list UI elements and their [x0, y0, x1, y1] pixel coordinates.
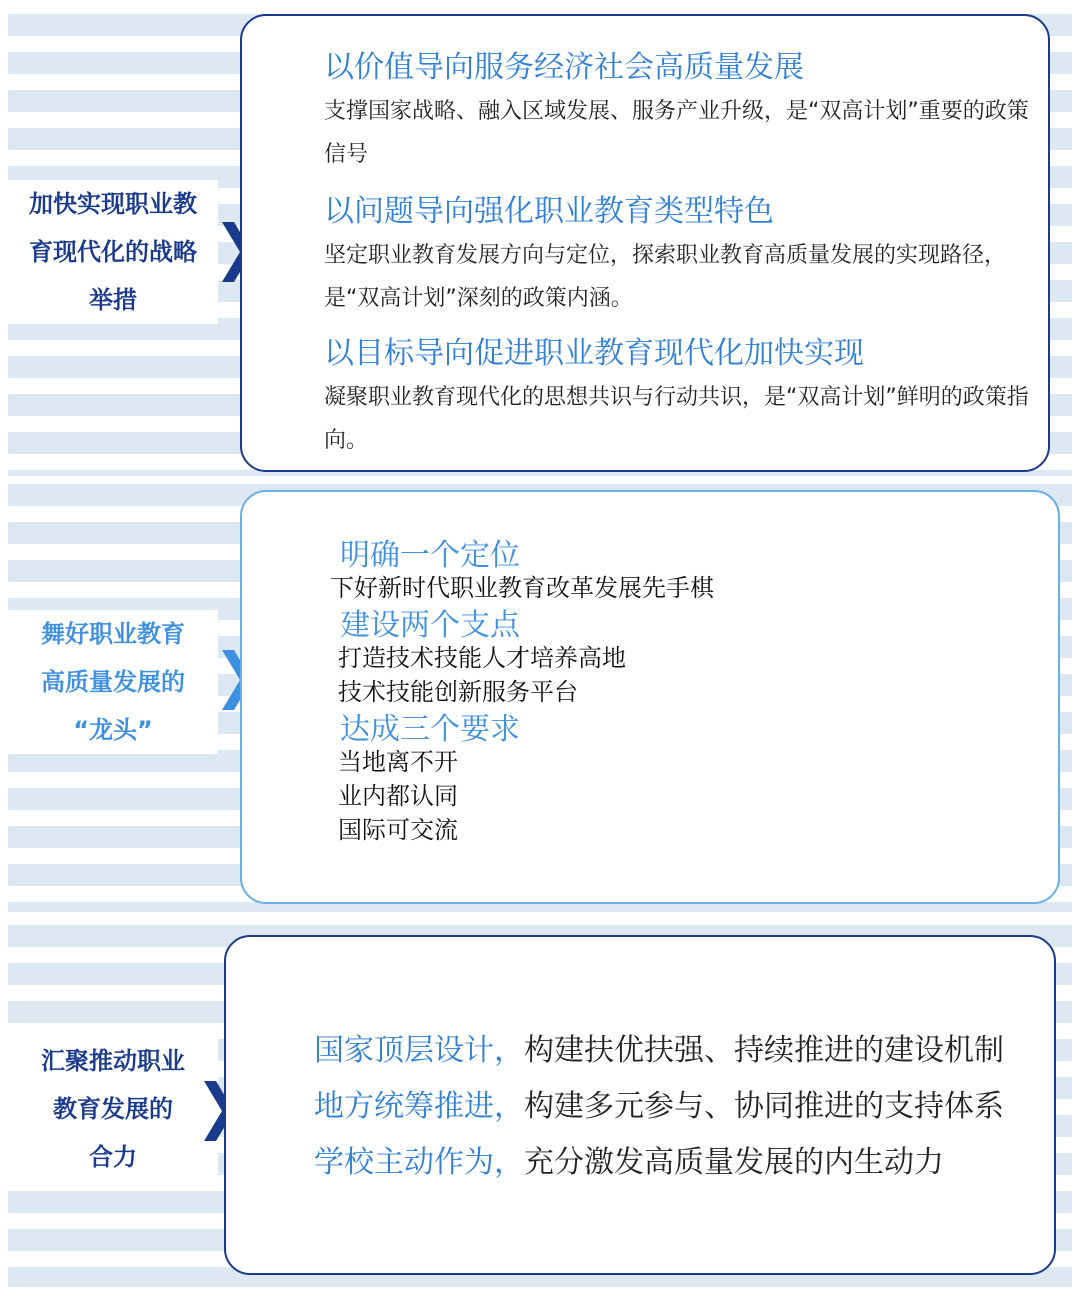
section-label-line: 育现代化的战略: [29, 238, 197, 266]
support-item: [314, 1081, 1004, 1125]
support-item-text: 构建多元参与、协同推进的支持体系: [524, 1089, 1004, 1124]
group-title: 明确一个定位: [340, 538, 520, 573]
group-line: 当地离不开: [338, 748, 458, 776]
section-label-line: 教育发展的: [53, 1095, 173, 1123]
group-title: 达成三个要求: [340, 712, 520, 747]
section-joint-force: [8, 925, 1072, 1287]
section-label-line: 合力: [89, 1143, 137, 1171]
support-item: [314, 1025, 1004, 1069]
section-label-line: 高质量发展的: [41, 668, 185, 696]
section-label: [8, 180, 218, 324]
group-line: 下好新时代职业教育改革发展先手棋: [330, 574, 714, 602]
section-label-line: 举措: [89, 286, 137, 314]
content-card: [240, 14, 1050, 472]
support-item-lead: 国家顶层设计，: [314, 1033, 524, 1068]
support-item-lead: 学校主动作为，: [314, 1145, 524, 1180]
support-item-lead: 地方统筹推进，: [314, 1089, 524, 1124]
group-line: 国际可交流: [338, 816, 458, 844]
support-item-text: 充分激发高质量发展的内生动力: [524, 1145, 944, 1180]
item-body: 支撑国家战略、融入区域发展、服务产业升级，是“双高计划”重要的政策信号: [324, 99, 1029, 167]
support-item-text: 构建扶优扶强、持续推进的建设机制: [524, 1033, 1004, 1068]
group-line: 打造技术技能人才培养高地: [338, 644, 626, 672]
section-label-line: 加快实现职业教: [29, 190, 197, 218]
section-label: [8, 1037, 218, 1181]
item-title: 以价值导向服务经济社会高质量发展: [324, 50, 804, 85]
section-label-line: “龙头”: [73, 716, 153, 744]
section-label: [8, 610, 218, 754]
content-card: [240, 490, 1060, 904]
group-line: 业内都认同: [338, 782, 458, 810]
item-title: 以问题导向强化职业教育类型特色: [324, 194, 774, 229]
item-body: 凝聚职业教育现代化的思想共识与行动共识，是“双高计划”鲜明的政策指向。: [324, 385, 1029, 453]
item-title: 以目标导向促进职业教育现代化加快实现: [324, 336, 864, 371]
content-card: [224, 935, 1056, 1275]
group-line: 技术技能创新服务平台: [338, 678, 578, 706]
item-body: 坚定职业教育发展方向与定位，探索职业教育高质量发展的实现路径，是“双高计划”深刻的政策内涵。: [324, 243, 1007, 311]
section-strategic-measures: [8, 14, 1072, 476]
section-label-line: 汇聚推动职业: [41, 1047, 185, 1075]
support-item: [314, 1137, 944, 1181]
group-title: 建设两个支点: [340, 608, 520, 643]
section-label-line: 舞好职业教育: [41, 620, 185, 648]
section-leading-role: [8, 484, 1072, 912]
